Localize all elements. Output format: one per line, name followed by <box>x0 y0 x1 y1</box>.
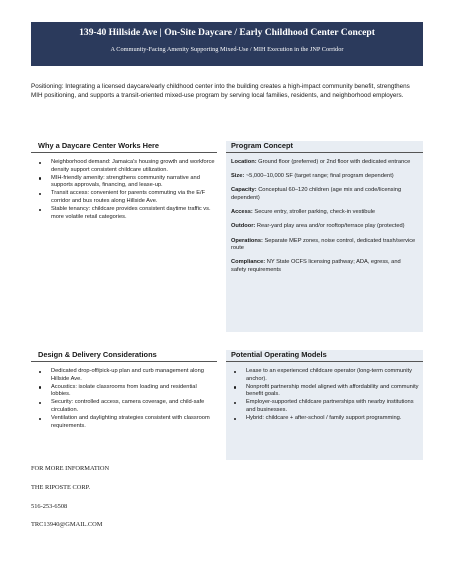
concept-compliance: Compliance: NY State OCFS licensing pathway; ADA, egress, and safety requirements <box>231 259 401 273</box>
list-item: Lease to an experienced childcare operator (long-term community anchor). <box>246 368 423 383</box>
list-item: Dedicated drop-off/pick-up plan and curb management along Hillside Ave. <box>51 368 217 383</box>
list-item: Neighborhood demand: Jamaica's housing growth and workforce density support consistent childcare utilization. <box>51 159 217 174</box>
concept-size: Size: ~5,000–10,000 SF (target range; final program dependent) <box>231 173 394 180</box>
models-panel <box>226 350 423 460</box>
page-subtitle: A Community-Facing Amenity Supporting Mixed-Use / MIH Execution in the JNP Corridor <box>110 46 344 53</box>
design-list <box>31 368 217 430</box>
list-item: Hybrid: childcare + after-school / family support programming. <box>246 415 423 423</box>
concept-outdoor: Outdoor: Rear-yard play area and/or rooftop/terrace play (protected) <box>231 223 405 230</box>
list-item: Nonprofit partnership model aligned with affordability and community benefit goals. <box>246 384 423 399</box>
concept-capacity: Capacity: Conceptual 60–120 children (age mix and code/licensing dependent) <box>231 187 402 201</box>
models-heading: Potential Operating Models <box>226 350 423 362</box>
page-title: 139-40 Hillside Ave | On-Site Daycare / Early Childhood Center Concept <box>79 27 375 38</box>
concept-panel <box>226 141 423 332</box>
why-heading: Why a Daycare Center Works Here <box>31 141 217 153</box>
list-item: Security: controlled access, camera coverage, and child-safe circulation. <box>51 399 217 414</box>
list-item: MIH-friendly amenity: strengthens community narrative and supports approvals, financing, and lease-up. <box>51 175 217 190</box>
contact-company: THE RIPOSTE CORP. <box>31 484 91 491</box>
contact-phone: 516-253-6508 <box>31 503 68 510</box>
concept-heading: Program Concept <box>226 141 423 153</box>
concept-operations: Operations: Separate MEP zones, noise control, dedicated trash/service route <box>231 237 416 252</box>
design-heading: Design & Delivery Considerations <box>31 350 217 362</box>
list-item: Ventilation and daylighting strategies consistent with classroom requirements. <box>51 415 217 430</box>
list-item: Employer-supported childcare partnerships with nearby institutions and businesses. <box>246 399 423 414</box>
list-item: Transit access: convenient for parents commuting via the E/F corridor and bus routes along Hillside Ave. <box>51 190 217 205</box>
models-list <box>226 368 423 423</box>
concept-location: Location: Ground floor (preferred) or 2nd floor with dedicated entrance <box>231 159 411 165</box>
header-banner <box>31 22 423 66</box>
design-panel <box>31 350 217 431</box>
contact-email: TRC13940@GMAIL.COM <box>31 521 103 528</box>
contact-heading: FOR MORE INFORMATION <box>31 465 110 472</box>
positioning-paragraph: Positioning: Integrating a licensed daycare/early childhood center into the building creates a high-impact community benefit, strengthens MIH positioning, and supports a transit-oriented mixed-use program by serving local families, residents, and neighborhood employers. <box>31 83 410 99</box>
concept-access: Access: Secure entry, stroller parking, check-in vestibule <box>231 209 376 216</box>
why-panel <box>31 141 217 222</box>
list-item: Stable tenancy: childcare provides consistent daytime traffic vs. more volatile retail categories. <box>51 206 217 221</box>
why-list <box>31 159 217 221</box>
list-item: Acoustics: isolate classrooms from loading and residential lobbies. <box>51 384 217 399</box>
